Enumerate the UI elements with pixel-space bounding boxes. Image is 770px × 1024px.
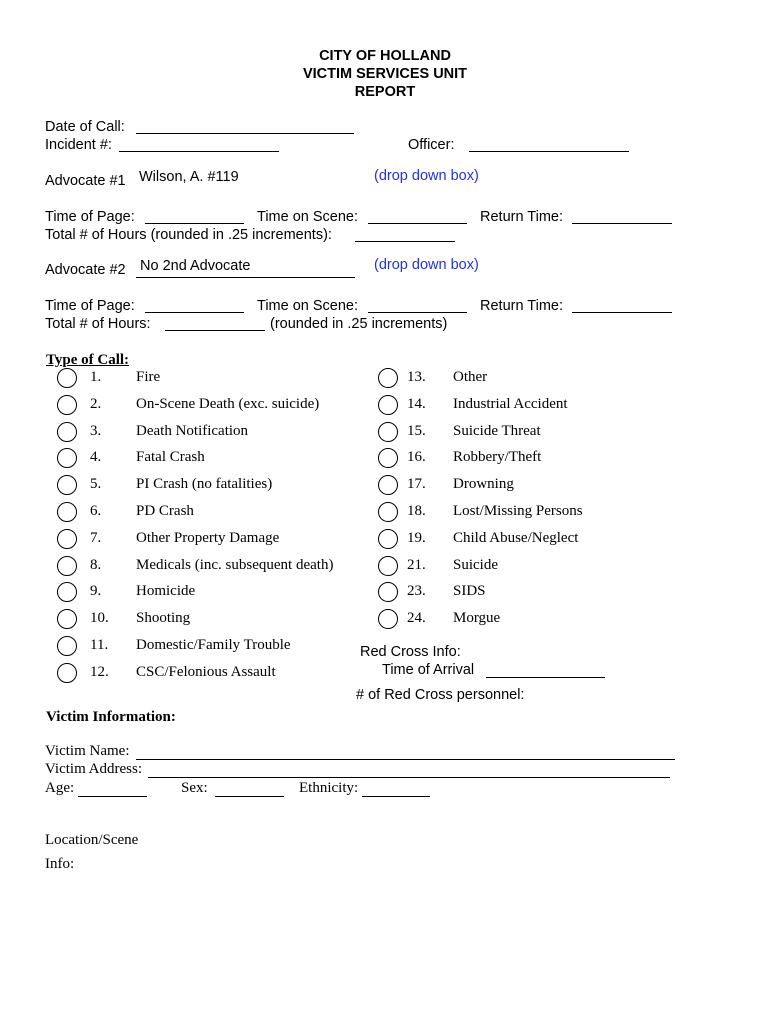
- left-label: CSC/Felonious Assault: [136, 663, 276, 680]
- red-cross-info-label: Red Cross Info:: [360, 644, 461, 660]
- left-radio-8[interactable]: [57, 582, 77, 602]
- advocate2-label: Advocate #2: [45, 262, 126, 278]
- right-number: 16.: [407, 449, 426, 466]
- right-label: Robbery/Theft: [453, 449, 542, 466]
- left-radio-2[interactable]: [57, 422, 77, 442]
- report-title-unit: VICTIM SERVICES UNIT: [302, 66, 468, 82]
- left-number: 1.: [90, 369, 102, 385]
- right-radio-3[interactable]: [378, 448, 398, 468]
- ethnicity-field[interactable]: [362, 796, 430, 797]
- right-radio-1[interactable]: [378, 395, 398, 415]
- time-of-arrival-field[interactable]: [486, 677, 605, 678]
- left-radio-4[interactable]: [57, 475, 77, 495]
- victim-address-label: Victim Address:: [45, 761, 143, 777]
- right-label: Drowning: [453, 476, 514, 493]
- left-number: 7.: [90, 529, 102, 546]
- right-number: 24.: [407, 610, 426, 627]
- right-radio-2[interactable]: [378, 422, 398, 442]
- type-of-call-heading: Type of Call:: [46, 352, 130, 368]
- time-on-scene-label-1: Time on Scene:: [257, 209, 359, 225]
- right-label: Industrial Accident: [453, 395, 568, 412]
- left-label: Fatal Crash: [136, 449, 205, 466]
- ethnicity-label: Ethnicity:: [299, 780, 359, 796]
- advocate2-dropdown-hint: (drop down box): [374, 257, 479, 273]
- right-label: Morgue: [453, 610, 501, 627]
- left-number: 12.: [90, 663, 109, 680]
- left-label: Death Notification: [136, 422, 249, 439]
- left-number: 4.: [90, 449, 102, 466]
- right-radio-5[interactable]: [378, 502, 398, 522]
- advocate1-select[interactable]: Wilson, A. #119: [139, 169, 239, 185]
- advocate2-select-underline: [136, 277, 355, 278]
- right-radio-4[interactable]: [378, 475, 398, 495]
- officer-field[interactable]: [469, 151, 629, 152]
- right-number: 23.: [407, 583, 426, 600]
- sex-field[interactable]: [215, 796, 284, 797]
- left-number: 8.: [90, 556, 102, 573]
- left-number: 10.: [90, 610, 109, 627]
- advocate1-label: Advocate #1: [45, 173, 126, 189]
- right-radio-9[interactable]: [378, 609, 398, 629]
- right-label: Suicide: [453, 556, 498, 573]
- victim-address-field[interactable]: [148, 777, 670, 778]
- victim-info-heading: Victim Information:: [46, 709, 176, 725]
- left-label: Homicide: [136, 583, 196, 600]
- right-label: SIDS: [453, 583, 486, 600]
- date-of-call-label: Date of Call:: [45, 119, 125, 135]
- incident-field[interactable]: [119, 151, 279, 152]
- left-radio-6[interactable]: [57, 529, 77, 549]
- left-number: 5.: [90, 476, 102, 493]
- right-label: Other: [453, 369, 488, 385]
- incident-label: Incident #:: [45, 137, 112, 153]
- total-hours-label-2: Total # of Hours:: [45, 316, 151, 332]
- age-label: Age:: [45, 780, 75, 796]
- left-label: PI Crash (no fatalities): [136, 476, 273, 493]
- left-radio-3[interactable]: [57, 448, 77, 468]
- left-label: Medicals (inc. subsequent death): [136, 556, 334, 573]
- left-label: Other Property Damage: [136, 529, 280, 546]
- total-hours-label-1: Total # of Hours (rounded in .25 increments):: [45, 227, 332, 243]
- time-of-page-field-1[interactable]: [145, 223, 244, 224]
- left-number: 2.: [90, 395, 102, 412]
- right-number: 18.: [407, 503, 426, 519]
- red-cross-personnel-label: # of Red Cross personnel:: [356, 687, 525, 703]
- location-info-label: Info:: [45, 856, 75, 872]
- right-number: 19.: [407, 529, 426, 546]
- right-label: Suicide Threat: [453, 422, 541, 439]
- left-radio-7[interactable]: [57, 556, 77, 576]
- left-number: 9.: [90, 583, 102, 600]
- left-label: Shooting: [136, 610, 191, 627]
- officer-label: Officer:: [408, 137, 455, 153]
- return-time-field-2[interactable]: [572, 312, 672, 313]
- left-radio-5[interactable]: [57, 502, 77, 522]
- right-number: 21.: [407, 556, 426, 573]
- return-time-field-1[interactable]: [572, 223, 672, 224]
- right-number: 14.: [407, 395, 426, 412]
- left-number: 3.: [90, 422, 102, 439]
- time-on-scene-field-1[interactable]: [368, 223, 467, 224]
- right-number: 17.: [407, 476, 426, 493]
- advocate2-select[interactable]: No 2nd Advocate: [140, 258, 251, 274]
- right-label: Child Abuse/Neglect: [453, 529, 579, 546]
- victim-name-field[interactable]: [136, 759, 675, 760]
- time-on-scene-label-2: Time on Scene:: [257, 298, 359, 314]
- left-radio-10[interactable]: [57, 636, 77, 656]
- right-label: Lost/Missing Persons: [453, 503, 583, 519]
- advocate1-dropdown-hint: (drop down box): [374, 168, 479, 184]
- time-on-scene-field-2[interactable]: [368, 312, 467, 313]
- left-number: 6.: [90, 503, 102, 519]
- return-time-label-1: Return Time:: [480, 209, 563, 225]
- time-of-page-label-2: Time of Page:: [45, 298, 135, 314]
- right-radio-8[interactable]: [378, 582, 398, 602]
- right-number: 15.: [407, 422, 426, 439]
- left-label: Domestic/Family Trouble: [136, 637, 291, 653]
- left-radio-9[interactable]: [57, 609, 77, 629]
- time-of-page-label-1: Time of Page:: [45, 209, 135, 225]
- left-number: 11.: [90, 637, 109, 653]
- sex-label: Sex:: [181, 780, 208, 796]
- left-radio-11[interactable]: [57, 663, 77, 683]
- rounded-note: (rounded in .25 increments): [270, 316, 448, 332]
- location-scene-label: Location/Scene: [45, 832, 139, 848]
- return-time-label-2: Return Time:: [480, 298, 563, 314]
- date-of-call-field[interactable]: [136, 133, 354, 134]
- report-title-report: REPORT: [354, 84, 416, 100]
- total-hours-field-2[interactable]: [165, 330, 265, 331]
- right-number: 13.: [407, 369, 426, 385]
- right-radio-7[interactable]: [378, 556, 398, 576]
- left-label: PD Crash: [136, 503, 194, 519]
- age-field[interactable]: [78, 796, 147, 797]
- left-label: Fire: [136, 369, 161, 385]
- time-of-page-field-2[interactable]: [145, 312, 244, 313]
- total-hours-field-1[interactable]: [355, 241, 455, 242]
- left-radio-1[interactable]: [57, 395, 77, 415]
- left-label: On-Scene Death (exc. suicide): [136, 395, 320, 412]
- report-title-city: CITY OF HOLLAND: [319, 48, 451, 64]
- time-of-arrival-label: Time of Arrival: [382, 662, 475, 678]
- left-radio-0[interactable]: [57, 368, 77, 388]
- right-radio-6[interactable]: [378, 529, 398, 549]
- victim-name-label: Victim Name:: [45, 743, 130, 759]
- right-radio-0[interactable]: [378, 368, 398, 388]
